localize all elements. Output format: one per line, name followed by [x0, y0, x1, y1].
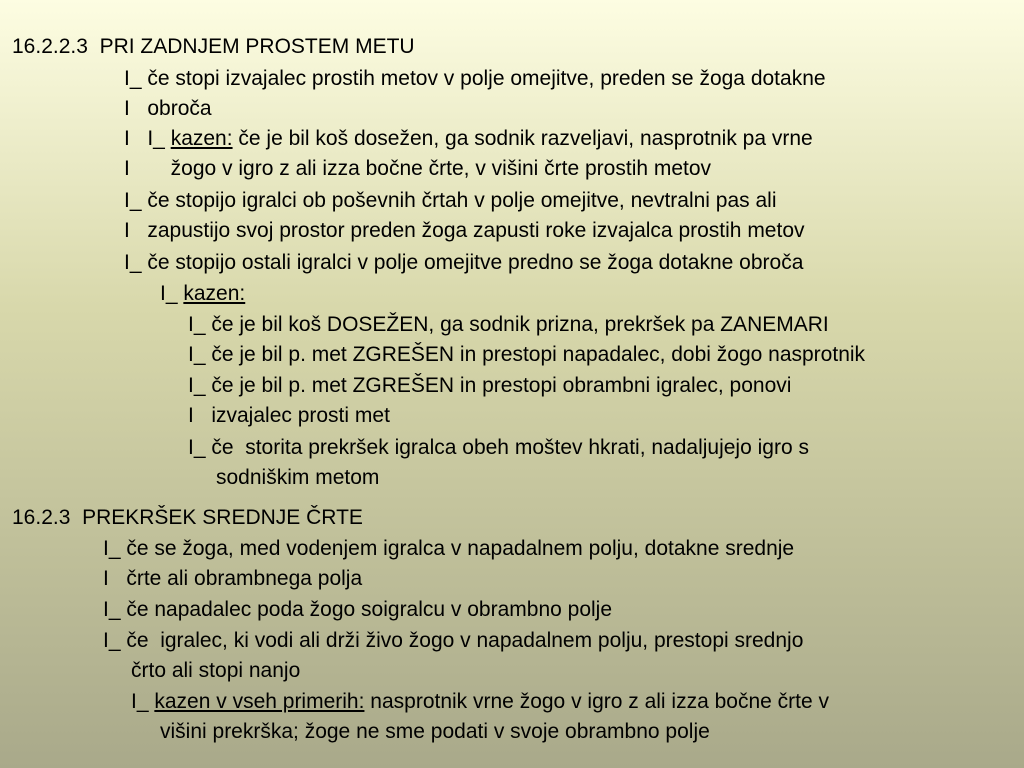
text-line: I_ če je bil p. met ZGREŠEN in prestopi napadalec, dobi žogo nasprotnik [188, 343, 866, 366]
section-title: PREKRŠEK SREDNJE ČRTE [82, 506, 363, 529]
text-line: I_ če igralec, ki vodi ali drži živo žogo v napadalnem polju, prestopi srednjo [103, 629, 804, 652]
section-heading-16-2-3 [12, 505, 363, 531]
text-line: I žogo v igro z ali izza bočne črte, v višini črte prostih metov [124, 157, 712, 180]
penalty-line [131, 689, 829, 715]
bullet-prefix: I I_ [124, 127, 171, 150]
text-line: višini prekrška; žoge ne sme podati v svoje obrambno polje [160, 720, 710, 743]
text-line: sodniškim metom [216, 466, 380, 489]
text-line: črto ali stopi nanjo [131, 659, 301, 682]
section-heading-16-2-2-3 [12, 34, 415, 60]
text-line: I_ če stopijo igralci ob poševnih črtah v polje omejitve, nevtralni pas ali [124, 189, 777, 212]
section-title: PRI ZADNJEM PROSTEM METU [99, 35, 415, 58]
text-line: I_ če je bil p. met ZGREŠEN in prestopi obrambni igralec, ponovi [188, 374, 792, 397]
text-line: I_ če stopi izvajalec prostih metov v polje omejitve, preden se žoga dotakne [124, 67, 826, 90]
text-line: I_ če stopijo ostali igralci v polje omejitve predno se žoga dotakne obroča [124, 251, 804, 274]
penalty-line [124, 126, 813, 152]
bullet-prefix: I_ [131, 690, 155, 713]
penalty-text: če je bil koš dosežen, ga sodnik razveljavi, nasprotnik pa vrne [232, 127, 813, 150]
text-line: I črte ali obrambnega polja [103, 567, 363, 590]
text-line: I zapustijo svoj prostor preden žoga zapusti roke izvajalca prostih metov [124, 219, 805, 242]
section-number: 16.2.3 [12, 506, 71, 529]
penalty-line [160, 281, 245, 307]
penalty-label: kazen v vseh primerih: [154, 690, 365, 713]
text-line: I_ če je bil koš DOSEŽEN, ga sodnik prizna, prekršek pa ZANEMARI [188, 313, 829, 336]
penalty-text: nasprotnik vrne žogo v igro z ali izza bočne črte v [364, 690, 830, 713]
bullet-prefix: I_ [160, 282, 184, 305]
text-line: I obroča [124, 97, 212, 120]
penalty-label: kazen: [170, 127, 233, 150]
text-line: I_ če storita prekršek igralca obeh moštev hkrati, nadaljujejo igro s [188, 436, 809, 459]
section-number: 16.2.2.3 [12, 35, 88, 58]
text-line: I_ če napadalec poda žogo soigralcu v obrambno polje [103, 598, 613, 621]
text-line: I_ če se žoga, med vodenjem igralca v napadalnem polju, dotakne srednje [103, 537, 795, 560]
penalty-label: kazen: [183, 282, 246, 305]
text-line: I izvajalec prosti met [188, 404, 390, 427]
